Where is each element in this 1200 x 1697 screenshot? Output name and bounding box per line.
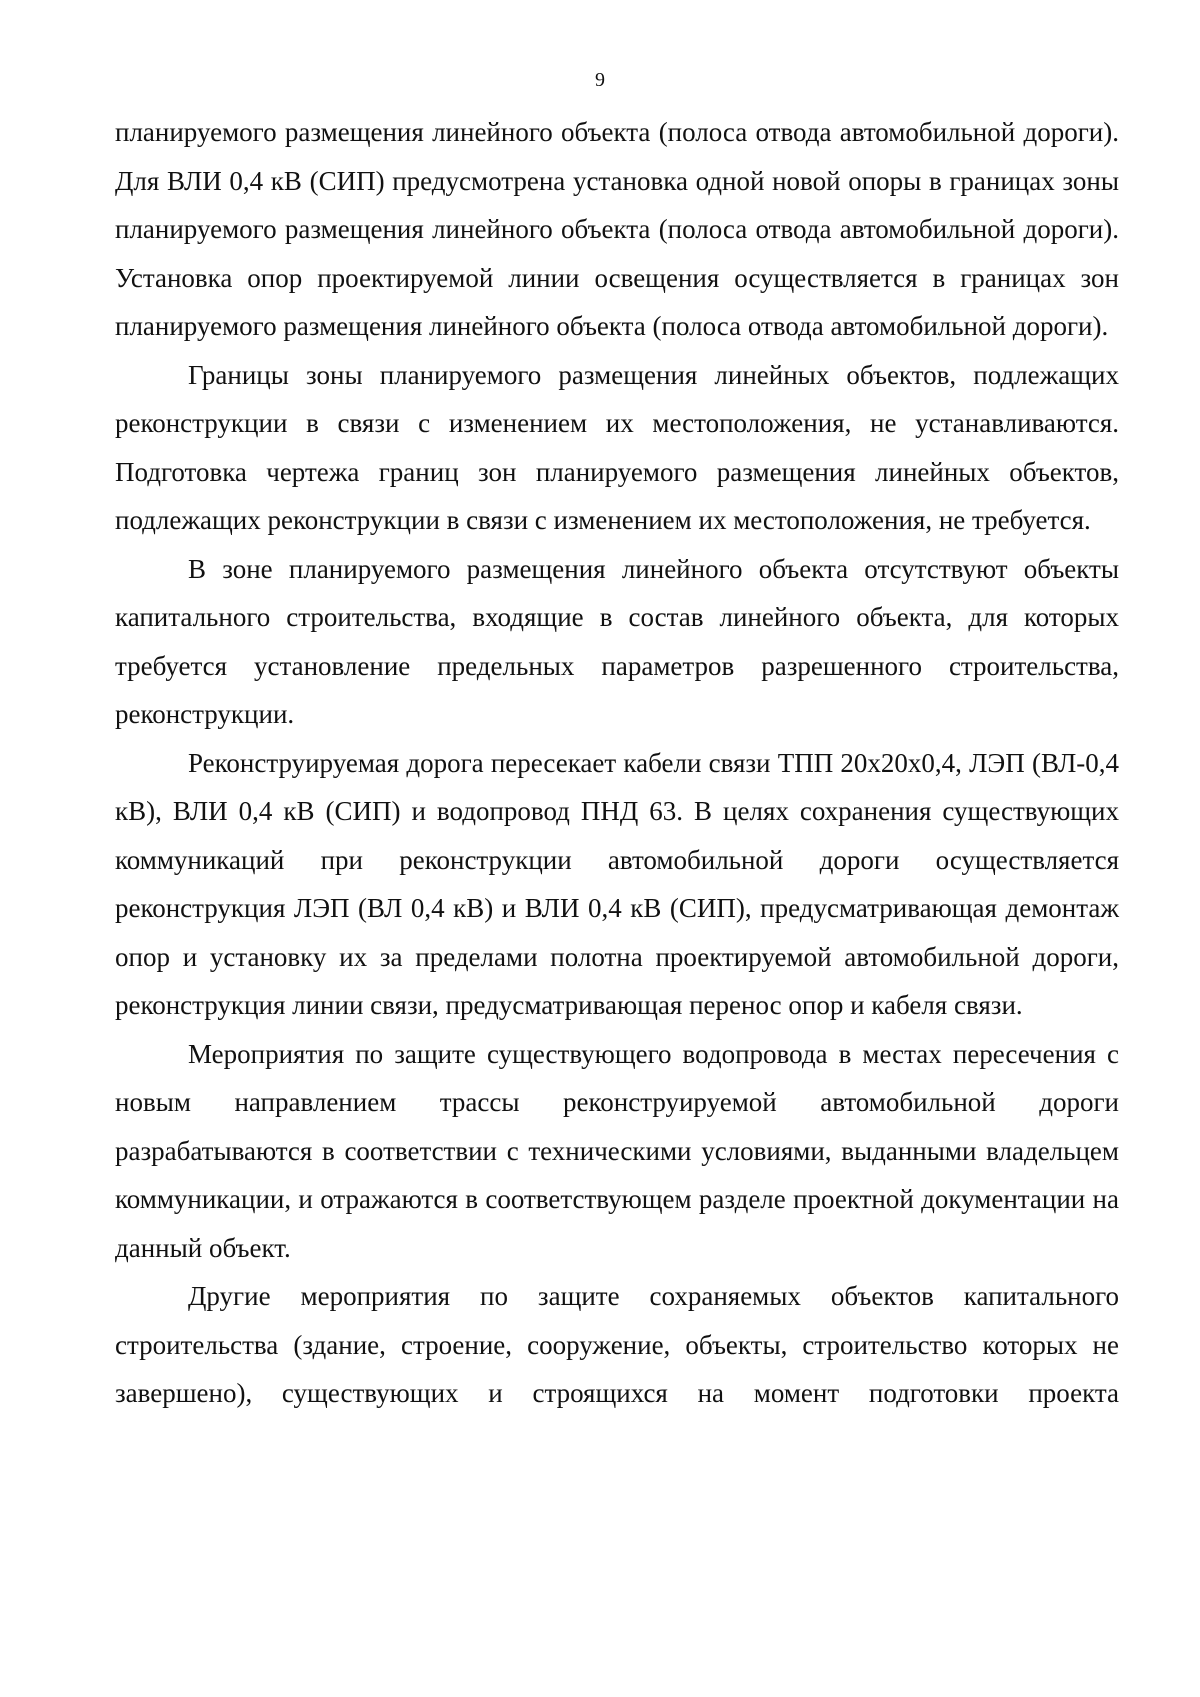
paragraph-2: Границы зоны планируемого размещения линейных объектов, подлежащих реконструкции в связи с изменением их местоположения, не устанавливаются. Подготовка чертежа границ зон планируемого размещения линейных объектов, подлежащих реконструкции в связи с изменением их местоположения, не требуется.: [115, 359, 1119, 535]
paragraph-1: планируемого размещения линейного объекта (полоса отвода автомобильной дороги). Для ВЛИ 0,4 кВ (СИП) предусмотрена установка одной новой опоры в границах зоны планируемого размещения линейного объекта (полоса отвода автомобильной дороги). Установка опор проектируемой линии освещения осуществляется в границах зон планируемого размещения линейного объекта (полоса отвода автомобильной дороги).: [115, 117, 1119, 341]
paragraph-6: Другие мероприятия по защите сохраняемых объектов капитального строительства (здание, строение, сооружение, объекты, строительство которых не завершено), существующих и строящихся на момент подготовки проекта: [115, 1281, 1119, 1408]
paragraph-3: В зоне планируемого размещения линейного объекта отсутствуют объекты капитального строительства, входящие в состав линейного объекта, для которых требуется установление предельных параметров разрешенного строительства, реконструкции.: [115, 553, 1119, 729]
paragraph-4: Реконструируемая дорога пересекает кабели связи ТПП 20х20х0,4, ЛЭП (ВЛ-0,4 кВ), ВЛИ 0,4 кВ (СИП) и водопровод ПНД 63. В целях сохранения существующих коммуникаций при реконструкции автомобильной дороги осуществляется реконструкция ЛЭП (ВЛ 0,4 кВ) и ВЛИ 0,4 кВ (СИП), предусматривающая демонтаж опор и установку их за пределами полотна проектируемой автомобильной дороги, реконструкция линии связи, предусматривающая перенос опор и кабеля связи.: [115, 747, 1119, 1020]
document-body: [115, 108, 1119, 1418]
page-number: 9: [595, 69, 605, 91]
paragraph-5: Мероприятия по защите существующего водопровода в местах пересечения с новым направлением трассы реконструируемой автомобильной дороги разрабатываются в соответствии с техническими условиями, выданными владельцем коммуникации, и отражаются в соответствующем разделе проектной документации на данный объект.: [115, 1038, 1119, 1263]
